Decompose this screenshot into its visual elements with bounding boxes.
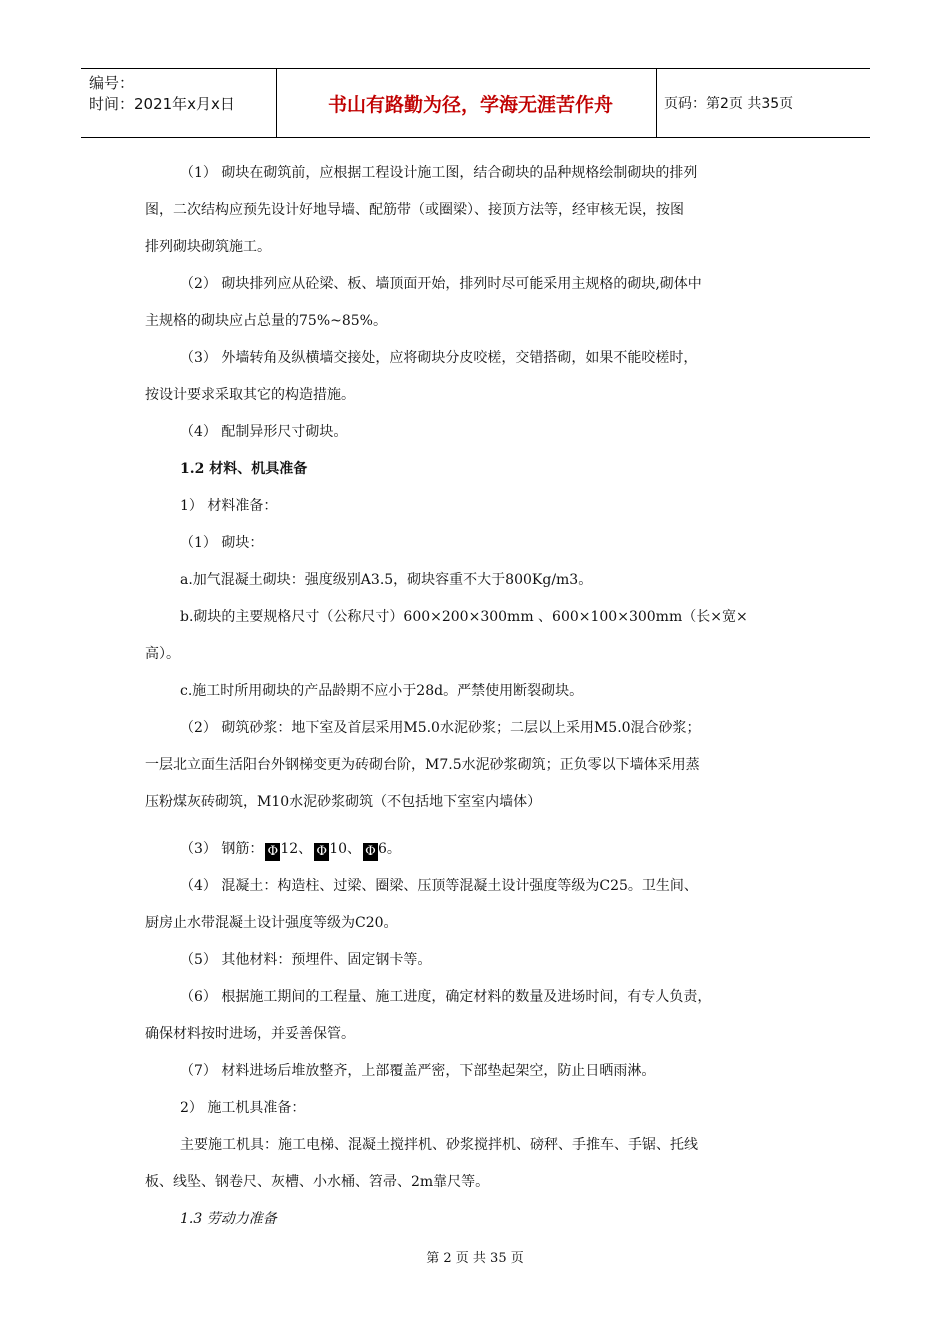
paragraph-line: 主规格的砌块应占总量的75%~85%。 [145, 313, 387, 329]
paragraph-line: 图，二次结构应预先设计好地导墙、配筋带（或圈梁）、接顶方法等，经审核无误，按图 [145, 202, 684, 218]
page-footer: 第 2 页 共 35 页 [426, 1251, 524, 1266]
paragraph-line: 一层北立面生活阳台外钢梯变更为砖砌台阶，M7.5水泥砂浆砌筑；正负零以下墙体采用蒸 [145, 757, 700, 773]
paragraph-line: b.砌块的主要规格尺寸（公称尺寸）600×200×300mm 、600×100×300mm（长×宽× [180, 609, 748, 625]
rebar-label: （3） 钢筋： [180, 841, 264, 857]
paragraph-line: 确保材料按时进场，并妥善保管。 [145, 1026, 355, 1042]
document-body [145, 155, 815, 1238]
rebar-line [145, 831, 815, 868]
paragraph-line: （1） 砌块： [180, 535, 264, 551]
paragraph-line: 厨房止水带混凝土设计强度等级为C20。 [145, 915, 398, 931]
header-page-info: 页码：第2页 共35页 [664, 96, 794, 112]
paragraph-line: 压粉煤灰砖砌筑，M10水泥砂浆砌筑（不包括地下室室内墙体） [145, 794, 542, 810]
time-label: 时间：2021年x月x日 [89, 95, 235, 113]
number-label: 编号： [89, 74, 135, 92]
paragraph-line: 高）。 [145, 646, 180, 662]
page-header [81, 68, 870, 138]
rebar-symbol-icon: Φ [265, 843, 280, 861]
header-motto: 书山有路勤为径，学海无涯苦作舟 [327, 93, 613, 116]
paragraph-line: （4） 配制异形尺寸砌块。 [180, 424, 348, 440]
paragraph-line: （4） 混凝土：构造柱、过梁、圈梁、压顶等混凝土设计强度等级为C25。卫生间、 [180, 878, 698, 894]
paragraph-line: 排列砌块砌筑施工。 [145, 239, 271, 255]
paragraph-line: （5） 其他材料：预埋件、固定钢卡等。 [180, 952, 432, 968]
rebar-symbol-icon: Φ [314, 843, 329, 861]
paragraph-line: （7） 材料进场后堆放整齐，上部覆盖严密，下部垫起架空，防止日晒雨淋。 [180, 1063, 656, 1079]
paragraph-line: （2） 砌筑砂浆：地下室及首层采用M5.0水泥砂浆；二层以上采用M5.0混合砂浆； [180, 720, 701, 736]
paragraph-line: c.施工时所用砌块的产品龄期不应小于28d。严禁使用断裂砌块。 [180, 683, 584, 699]
paragraph-line: 按设计要求采取其它的构造措施。 [145, 387, 355, 403]
rebar-size: 6。 [378, 841, 401, 857]
paragraph-line: （6） 根据施工期间的工程量、施工进度，确定材料的数量及进场时间，有专人负责， [180, 989, 712, 1005]
paragraph-line: 板、线坠、钢卷尺、灰槽、小水桶、笤帚、2m靠尺等。 [145, 1174, 490, 1190]
rebar-size: 10、 [329, 841, 362, 857]
rebar-symbol-icon: Φ [363, 843, 378, 861]
paragraph-line: 1） 材料准备： [180, 498, 278, 514]
section-heading: 1.3 劳动力准备 [180, 1211, 277, 1227]
rebar-size: 12、 [280, 841, 313, 857]
paragraph-line: （3） 外墙转角及纵横墙交接处，应将砌块分皮咬槎，交错搭砌，如果不能咬槎时， [180, 350, 698, 366]
paragraph-line: 主要施工机具：施工电梯、混凝土搅拌机、砂浆搅拌机、磅秤、手推车、手锯、托线 [180, 1137, 698, 1153]
paragraph-line: （1） 砌块在砌筑前，应根据工程设计施工图，结合砌块的品种规格绘制砌块的排列 [180, 165, 698, 181]
paragraph-line: （2） 砌块排列应从砼梁、板、墙顶面开始，排列时尽可能采用主规格的砌块,砌体中 [180, 276, 702, 292]
section-heading: 1.2 材料、机具准备 [180, 461, 308, 477]
header-divider [276, 69, 277, 137]
header-meta [89, 73, 235, 115]
paragraph-line: 2） 施工机具准备： [180, 1100, 306, 1116]
paragraph-line: a.加气混凝土砌块：强度级别A3.5，砌块容重不大于800Kg/m3。 [180, 572, 593, 588]
